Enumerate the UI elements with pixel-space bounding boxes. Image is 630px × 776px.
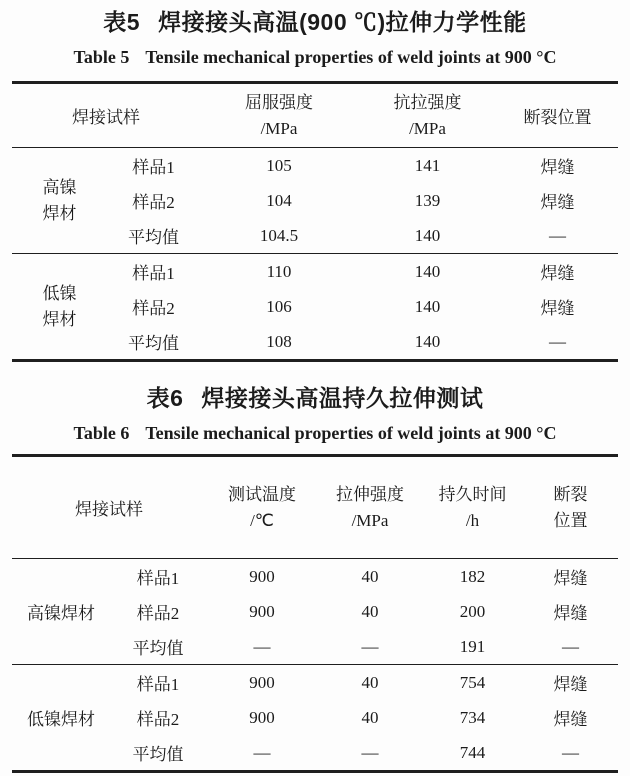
table-row <box>12 559 618 595</box>
table6-caption-en <box>0 421 630 445</box>
cell-yield: 110 <box>200 254 358 290</box>
cell-fracture: 焊缝 <box>540 193 575 212</box>
cell-temp: 900 <box>249 601 275 621</box>
cell-fracture: — <box>549 331 566 351</box>
cell-sample: 样品1 <box>136 569 180 588</box>
table5-group2-label <box>12 254 107 361</box>
cell-tensile: 140 <box>358 254 497 290</box>
cell-sample: 样品2 <box>136 710 180 729</box>
cell-fracture: 焊缝 <box>540 158 575 177</box>
cell-yield: 108 <box>266 331 292 351</box>
cell-temp: — <box>253 636 271 656</box>
table6-caption-zh <box>0 382 630 414</box>
group-label-line2: 焊材 <box>42 309 77 329</box>
table6-header-temp-line1: 测试温度 <box>228 484 296 504</box>
table-row <box>12 254 618 290</box>
table6-header-specimen: 焊接试样 <box>12 456 206 559</box>
table6-caption-zh-label: 表6 <box>146 385 184 411</box>
cell-tensile: 140 <box>414 225 441 245</box>
table5-group1-label <box>12 148 107 254</box>
cell-fracture: 焊缝 <box>553 569 588 588</box>
cell-time: 191 <box>459 636 486 656</box>
cell-sample: 样品2 <box>132 193 175 212</box>
cell-sample: 平均值 <box>128 228 179 247</box>
cell-sample: 平均值 <box>128 334 179 353</box>
table5 <box>12 81 618 362</box>
cell-sample: 样品1 <box>132 158 175 177</box>
table6-group1-label: 高镍焊材 <box>27 604 95 623</box>
table5-header-yield-unit: /MPa <box>260 118 298 138</box>
cell-temp: 900 <box>249 566 275 586</box>
table6-header-strength <box>318 456 422 559</box>
cell-time: 744 <box>459 742 486 762</box>
table5-header-tensile-unit: /MPa <box>409 118 446 138</box>
cell-fracture: — <box>562 636 579 656</box>
table-row <box>12 665 618 701</box>
cell-temp: 900 <box>249 707 275 727</box>
table6-caption-en-title: Tensile mechanical properties of weld joints at 900 °C <box>145 423 557 443</box>
cell-fracture: 焊缝 <box>497 254 618 290</box>
group-label-line2: 焊材 <box>42 203 77 223</box>
cell-yield: 104.5 <box>259 225 299 245</box>
cell-tensile: 140 <box>414 331 441 351</box>
table6 <box>12 454 618 773</box>
table6-header-time-line1: 持久时间 <box>438 484 507 504</box>
table6-header-time <box>422 456 523 559</box>
table5-caption-en-title: Tensile mechanical properties of weld joints at 900 °C <box>145 47 557 67</box>
table6-header-row <box>12 456 618 559</box>
table5-header-tensile-line1: 抗拉强度 <box>393 92 462 112</box>
cell-sample: 样品1 <box>107 254 200 290</box>
cell-fracture: 焊缝 <box>540 299 575 318</box>
table5-caption-en-label: Table 5 <box>73 47 130 67</box>
cell-time: 182 <box>459 566 486 586</box>
cell-strength: 40 <box>361 601 379 621</box>
cell-sample: 样品2 <box>136 604 180 623</box>
group-label-line1: 低镍 <box>42 283 77 303</box>
table6-caption-zh-title: 焊接接头高温持久拉伸测试 <box>201 385 484 411</box>
cell-fracture: 焊缝 <box>553 710 588 729</box>
table6-header-temp-unit: /℃ <box>250 510 274 530</box>
cell-strength: — <box>361 742 379 762</box>
cell-time: 734 <box>459 707 486 727</box>
cell-strength: — <box>361 636 379 656</box>
table6-group2-label: 低镍焊材 <box>12 665 110 772</box>
table5-header-yield <box>200 83 358 148</box>
cell-time: 200 <box>459 601 486 621</box>
cell-tensile: 139 <box>414 190 441 210</box>
cell-tensile: 141 <box>414 155 441 175</box>
table5-caption-zh-label: 表5 <box>103 9 141 35</box>
cell-strength: 40 <box>361 566 379 586</box>
table5-caption-zh-title: 焊接接头高温(900 ℃)拉伸力学性能 <box>158 9 527 35</box>
cell-temp: 900 <box>206 665 318 701</box>
cell-fracture: — <box>562 742 579 762</box>
cell-sample: 样品1 <box>110 665 206 701</box>
table6-header-strength-line1: 拉伸强度 <box>336 484 404 504</box>
table6-header-time-unit: /h <box>465 510 480 530</box>
cell-sample: 样品2 <box>132 299 175 318</box>
cell-fracture: 焊缝 <box>523 665 618 701</box>
cell-yield: 105 <box>266 155 292 175</box>
table6-header-fracture <box>523 456 618 559</box>
cell-yield: 104 <box>266 190 292 210</box>
table5-header-tensile <box>358 83 497 148</box>
cell-yield: 106 <box>266 296 292 316</box>
table5-header-yield-line1: 屈服强度 <box>245 92 313 112</box>
table-row <box>12 148 618 184</box>
cell-strength: 40 <box>318 665 422 701</box>
table6-header-fracture-line2: 位置 <box>553 510 588 530</box>
table6-header-strength-unit: /MPa <box>351 510 389 530</box>
table5-header-row <box>12 83 618 148</box>
cell-tensile: 140 <box>414 296 441 316</box>
table6-caption-en-label: Table 6 <box>73 423 130 443</box>
table6-header-fracture-line1: 断裂 <box>553 484 588 504</box>
table5-header-specimen: 焊接试样 <box>12 83 200 148</box>
table5-caption-en <box>0 45 630 69</box>
cell-fracture: 焊缝 <box>553 604 588 623</box>
cell-temp: — <box>253 742 271 762</box>
table5-header-fracture: 断裂位置 <box>497 83 618 148</box>
cell-sample: 平均值 <box>132 639 184 658</box>
table6-header-temp <box>206 456 318 559</box>
table5-caption-zh <box>0 6 630 38</box>
cell-fracture: — <box>549 225 566 245</box>
group-label-line1: 高镍 <box>42 177 77 197</box>
cell-sample: 平均值 <box>132 745 184 764</box>
cell-time: 754 <box>422 665 523 701</box>
cell-strength: 40 <box>361 707 379 727</box>
